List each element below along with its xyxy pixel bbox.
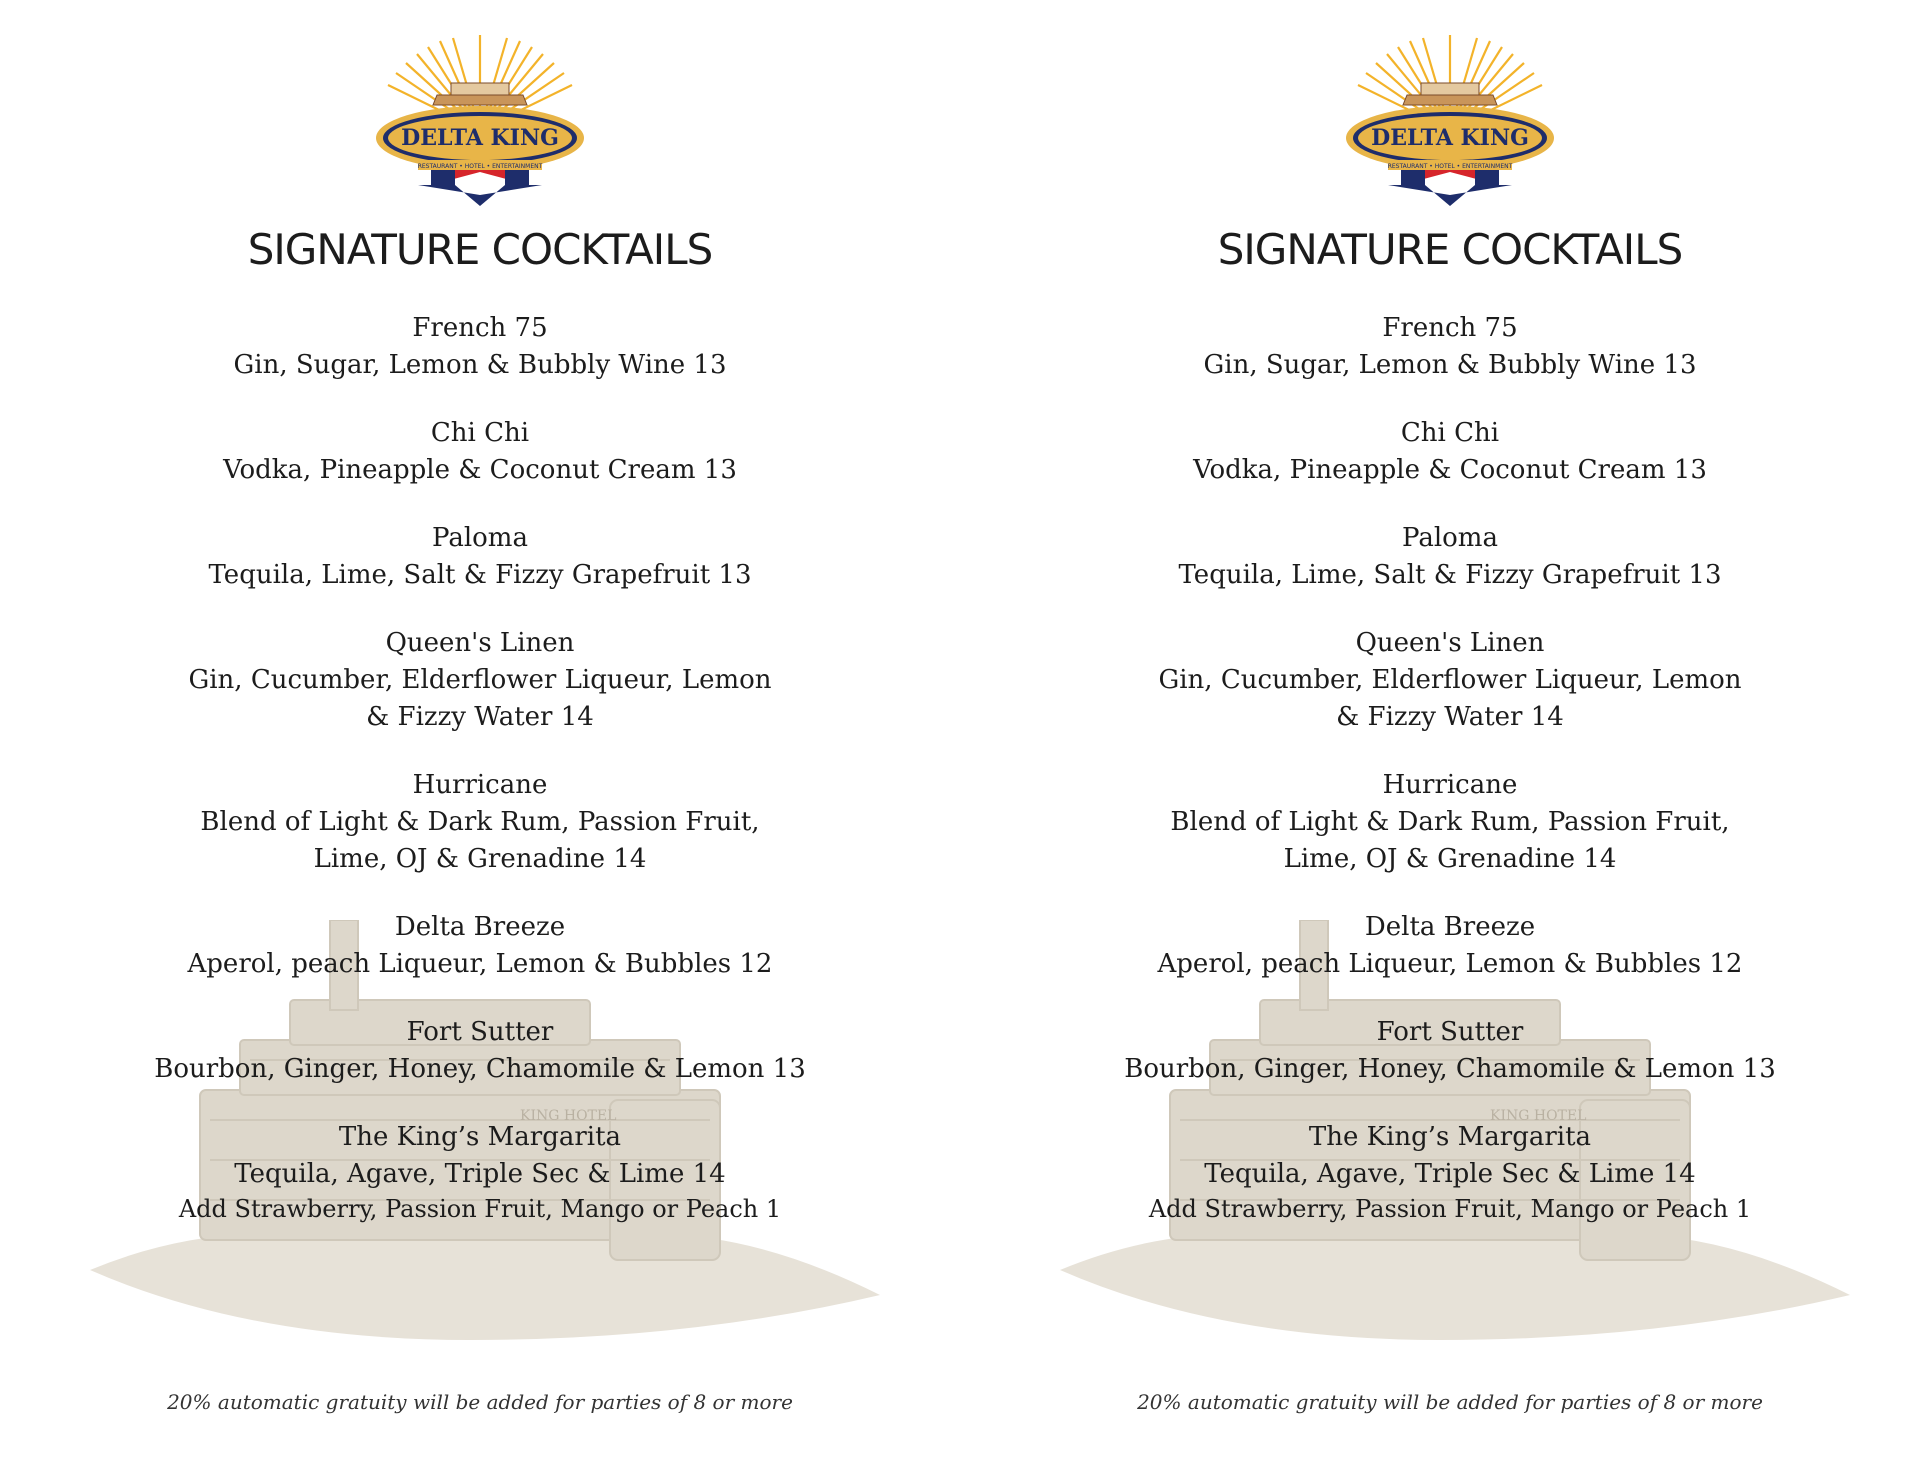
cocktail-name: Hurricane (412, 770, 548, 800)
ship-label: KING HOTEL (520, 1108, 617, 1124)
cocktail-item (970, 909, 1920, 983)
cocktail-item (0, 520, 960, 594)
menu-title: SIGNATURE COCKTAILS (1217, 225, 1683, 274)
cocktail-description: Lime, OJ & Grenadine 14 (1283, 844, 1617, 874)
cocktail-item (970, 415, 1920, 489)
cocktail-name: Queen's Linen (385, 628, 575, 658)
cocktail-description: Bourbon, Ginger, Honey, Chamomile & Lemon 13 (154, 1054, 806, 1084)
delta-king-logo (1343, 35, 1557, 206)
cocktail-description: Blend of Light & Dark Rum, Passion Fruit, (200, 807, 760, 837)
delta-king-logo (373, 35, 587, 206)
cocktail-description: Aperol, peach Liqueur, Lemon & Bubbles 12 (1157, 949, 1743, 979)
cocktail-item (0, 310, 960, 384)
cocktail-item (970, 520, 1920, 594)
cocktail-item (970, 767, 1920, 878)
cocktail-item (0, 767, 960, 878)
cocktail-name: Delta Breeze (394, 912, 566, 942)
cocktail-name: Queen's Linen (1355, 628, 1545, 658)
cocktail-description: Gin, Sugar, Lemon & Bubbly Wine 13 (1203, 350, 1697, 380)
logo-brand: DELTA KING (1371, 125, 1529, 151)
ship-label: KING HOTEL (1490, 1108, 1587, 1124)
cocktail-item (0, 625, 960, 736)
cocktail-name: French 75 (412, 313, 548, 343)
cocktail-name: The King’s Margarita (1308, 1122, 1592, 1152)
cocktail-name: Paloma (1402, 523, 1498, 553)
cocktail-description: Lime, OJ & Grenadine 14 (313, 844, 647, 874)
cocktail-item (0, 1014, 960, 1088)
cocktail-description: & Fizzy Water 14 (1336, 702, 1564, 732)
cocktail-description: Tequila, Agave, Triple Sec & Lime 14 (234, 1159, 726, 1189)
cocktail-item (0, 909, 960, 983)
cocktail-description: Vodka, Pineapple & Coconut Cream 13 (223, 455, 737, 485)
cocktail-item (970, 1014, 1920, 1088)
cocktail-description: Vodka, Pineapple & Coconut Cream 13 (1193, 455, 1707, 485)
gratuity-note: 20% automatic gratuity will be added for parties of 8 or more (1137, 1390, 1763, 1414)
cocktail-description: Tequila, Lime, Salt & Fizzy Grapefruit 13 (1178, 560, 1722, 590)
cocktail-name: Hurricane (1382, 770, 1518, 800)
cocktail-name: Fort Sutter (406, 1017, 554, 1047)
cocktail-description: Tequila, Lime, Salt & Fizzy Grapefruit 13 (208, 560, 752, 590)
gratuity-note: 20% automatic gratuity will be added for parties of 8 or more (167, 1390, 793, 1414)
cocktail-list (0, 310, 960, 1257)
logo-tagline: RESTAURANT • HOTEL • ENTERTAINMENT (1387, 163, 1513, 170)
cocktail-name: French 75 (1382, 313, 1518, 343)
cocktail-name: Delta Breeze (1364, 912, 1536, 942)
cocktail-description: Gin, Cucumber, Elderflower Liqueur, Lemon (188, 665, 772, 695)
cocktail-description: Tequila, Agave, Triple Sec & Lime 14 (1204, 1159, 1696, 1189)
cocktail-item (970, 310, 1920, 384)
cocktail-description: Bourbon, Ginger, Honey, Chamomile & Lemon 13 (1124, 1054, 1776, 1084)
cocktail-name: Chi Chi (1400, 418, 1500, 448)
logo-brand: DELTA KING (401, 125, 559, 151)
cocktail-name: Paloma (432, 523, 528, 553)
cocktail-name: Chi Chi (430, 418, 530, 448)
cocktail-description: Aperol, peach Liqueur, Lemon & Bubbles 12 (187, 949, 773, 979)
cocktail-description: Gin, Cucumber, Elderflower Liqueur, Lemon (1158, 665, 1742, 695)
cocktail-item (0, 415, 960, 489)
cocktail-item (970, 625, 1920, 736)
cocktail-list (970, 310, 1920, 1257)
cocktail-description: & Fizzy Water 14 (366, 702, 594, 732)
menu-title: SIGNATURE COCKTAILS (247, 225, 713, 274)
cocktail-description: Blend of Light & Dark Rum, Passion Fruit, (1170, 807, 1730, 837)
menu-panel-right (970, 0, 1920, 1484)
cocktail-name: Fort Sutter (1376, 1017, 1524, 1047)
cocktail-item (970, 1119, 1920, 1226)
cocktail-description: Gin, Sugar, Lemon & Bubbly Wine 13 (233, 350, 727, 380)
logo-tagline: RESTAURANT • HOTEL • ENTERTAINMENT (417, 163, 543, 170)
cocktail-addon: Add Strawberry, Passion Fruit, Mango or Peach 1 (1148, 1195, 1752, 1223)
cocktail-name: The King’s Margarita (338, 1122, 622, 1152)
cocktail-item (0, 1119, 960, 1226)
cocktail-addon: Add Strawberry, Passion Fruit, Mango or Peach 1 (178, 1195, 782, 1223)
